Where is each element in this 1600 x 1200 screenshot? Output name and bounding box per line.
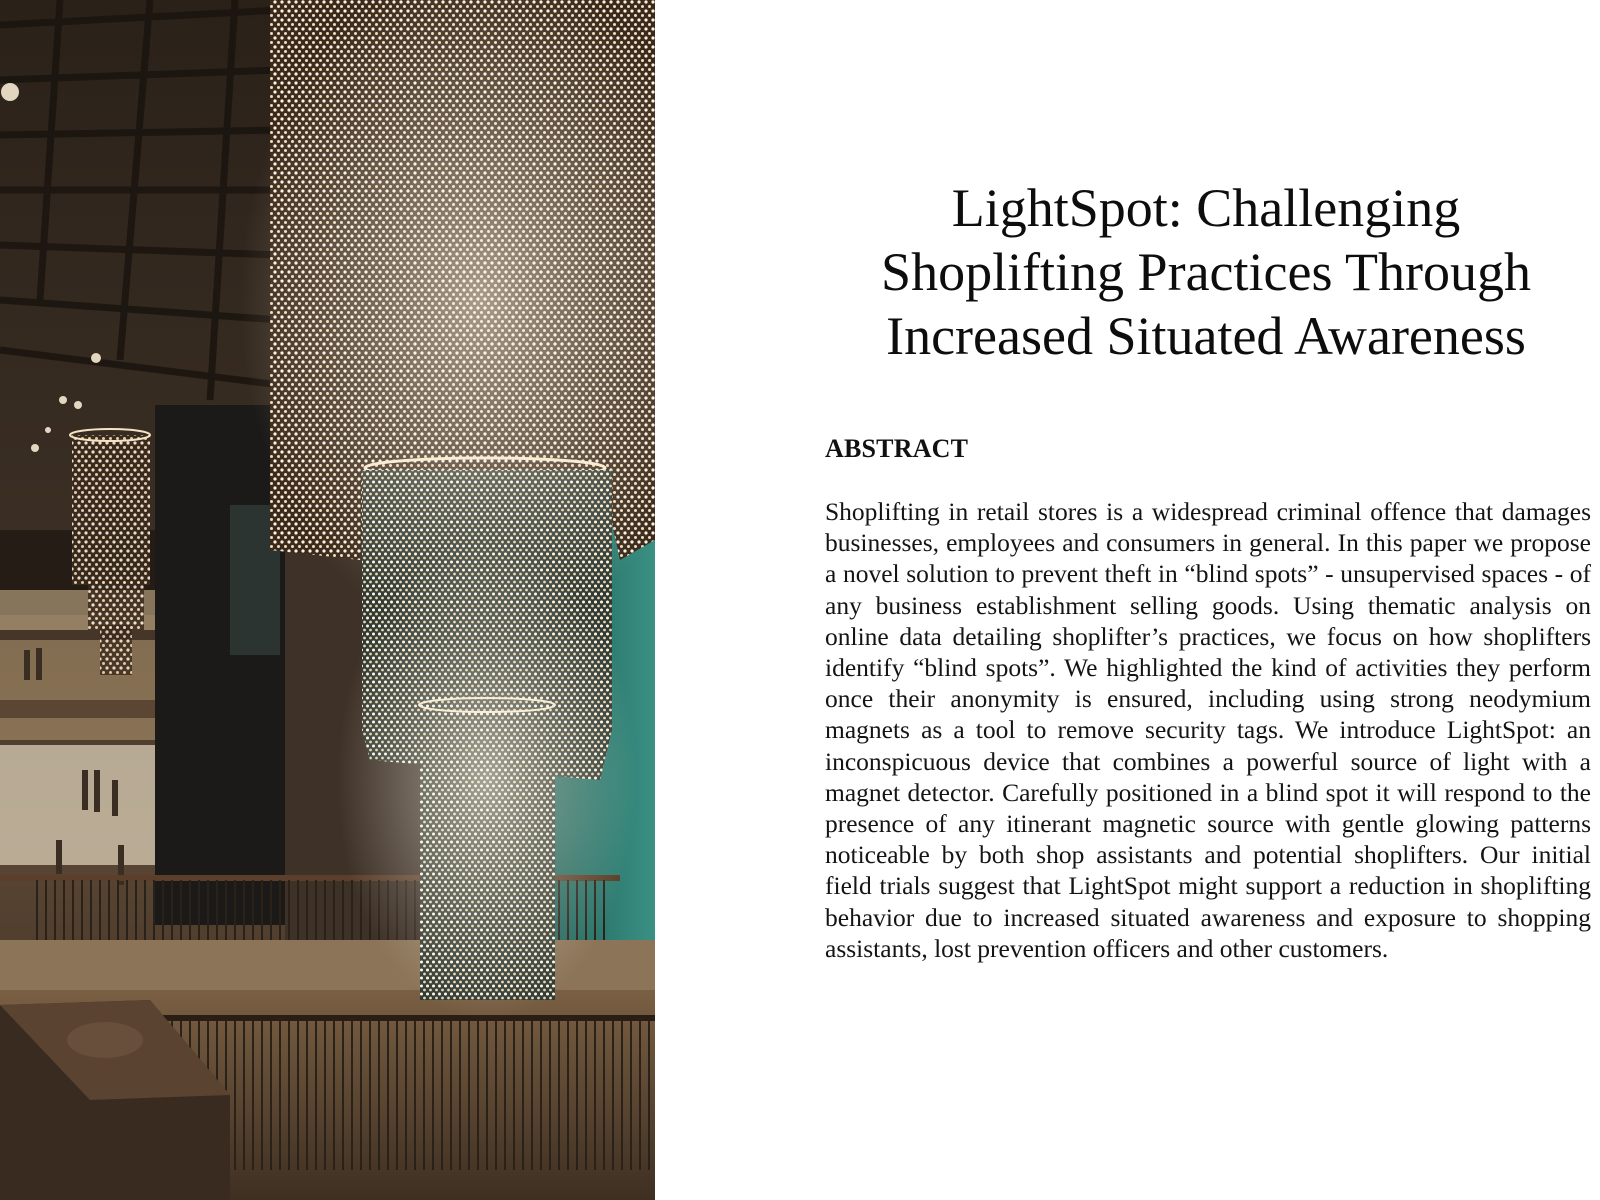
abstract-heading: ABSTRACT — [825, 434, 969, 463]
mall-chandelier-photo — [0, 0, 655, 1200]
abstract-text: Shoplifting in retail stores is a widespread criminal offence that damages businesses, employees and consumers in general. In this paper we propose a novel solution to prevent theft in “blind spots” - unsupervised spaces - of any business establishment selling goods. Using thematic analysis on online data detailing shoplifter’s practices, we focus on how shoplifters identify “blind spots”. We highlighted the kind of activities they perform once their anonymity is ensured, including using strong neodymium magnets as a tool to remove security tags. We introduce LightSpot: an inconspicuous device that combines a powerful source of light with a magnet detector. Carefully positioned in a blind spot it will respond to the presence of any itinerant magnetic source with gentle glowing patterns noticeable by both shop assistants and potential shoplifters. Our initial field trials suggest that LightSpot might support a reduction in shoplifting behavior due to increased situated awareness and exposure to shopping assistants, lost prevention officers and other customers. — [825, 497, 1591, 963]
paper-title: LightSpot: Challenging Shoplifting Practices Through Increased Situated Awareness — [881, 178, 1531, 366]
